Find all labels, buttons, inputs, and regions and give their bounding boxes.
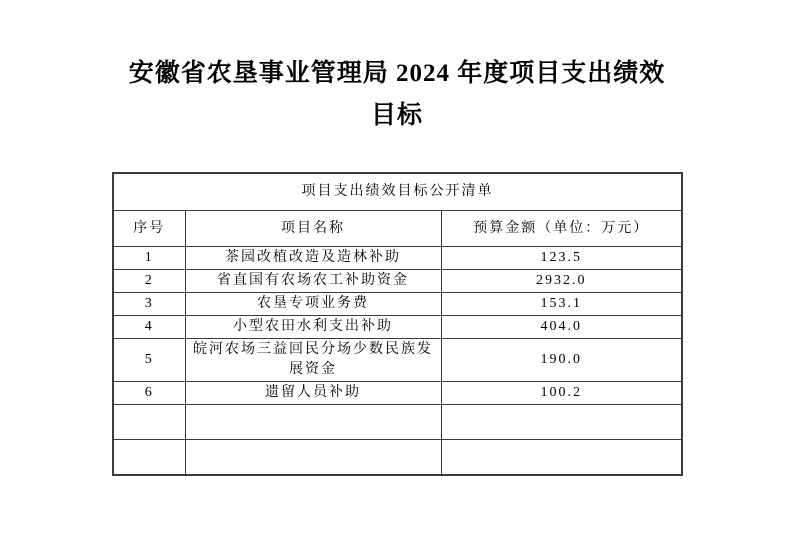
- cell-amount: 404.0: [441, 316, 682, 339]
- table-row-empty: [113, 440, 682, 476]
- cell-amount: 190.0: [441, 339, 682, 382]
- cell-seq: 2: [113, 270, 185, 293]
- table-row-empty: [113, 405, 682, 440]
- table-caption-row: [113, 173, 682, 211]
- cell-seq: [113, 440, 185, 476]
- table-row: [113, 247, 682, 270]
- table-row: [113, 382, 682, 405]
- cell-seq: 1: [113, 247, 185, 270]
- table-row: [113, 270, 682, 293]
- cell-seq: 4: [113, 316, 185, 339]
- cell-project-name: 遗留人员补助: [185, 382, 441, 405]
- cell-amount: 100.2: [441, 382, 682, 405]
- cell-amount: [441, 440, 682, 476]
- cell-amount: 153.1: [441, 293, 682, 316]
- performance-target-table: [112, 172, 683, 476]
- cell-project-name: 省直国有农场农工补助资金: [185, 270, 441, 293]
- cell-seq: 3: [113, 293, 185, 316]
- cell-project-name: [185, 405, 441, 440]
- cell-seq: [113, 405, 185, 440]
- cell-amount: 123.5: [441, 247, 682, 270]
- cell-project-name: 小型农田水利支出补助: [185, 316, 441, 339]
- cell-project-name: 茶园改植改造及造林补助: [185, 247, 441, 270]
- cell-project-name: 皖河农场三益回民分场少数民族发展资金: [185, 339, 441, 382]
- column-header-name: 项目名称: [185, 211, 441, 247]
- cell-project-name: 农垦专项业务费: [185, 293, 441, 316]
- cell-project-name: [185, 440, 441, 476]
- column-header-amount: 预算金额（单位：万元）: [441, 211, 682, 247]
- table-header-row: [113, 211, 682, 247]
- document-title: [0, 53, 794, 137]
- document-title-line1: 安徽省农垦事业管理局 2024 年度项目支出绩效: [128, 60, 666, 87]
- table-caption: 项目支出绩效目标公开清单: [113, 173, 682, 211]
- cell-amount: [441, 405, 682, 440]
- table-row: [113, 339, 682, 382]
- cell-seq: 6: [113, 382, 185, 405]
- document-title-line2: 目标: [370, 102, 423, 129]
- table-row: [113, 316, 682, 339]
- cell-amount: 2932.0: [441, 270, 682, 293]
- cell-seq: 5: [113, 339, 185, 382]
- table-row: [113, 293, 682, 316]
- column-header-seq: 序号: [113, 211, 185, 247]
